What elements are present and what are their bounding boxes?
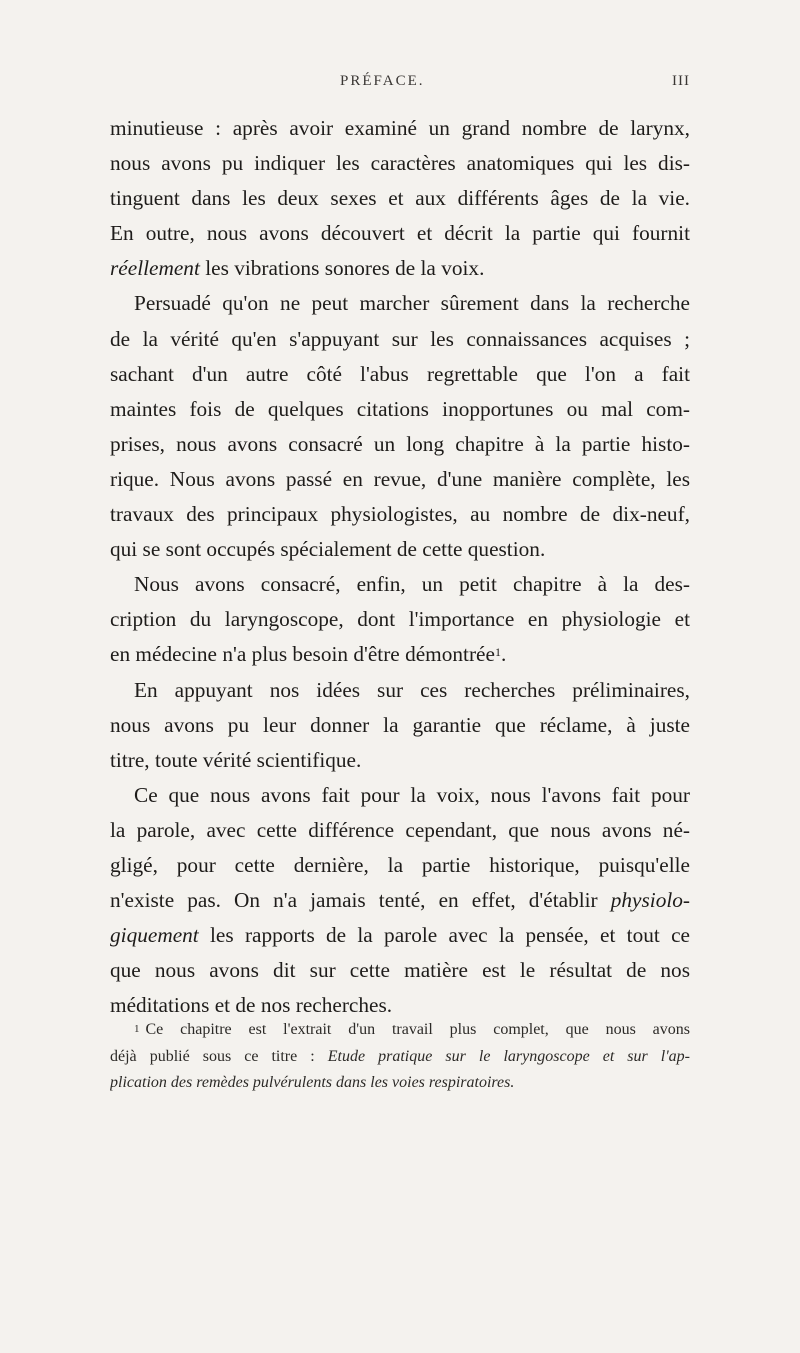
footnote-text: Ce chapitre est l'extrait d'un travail plus complet, que nous avons xyxy=(145,1021,690,1038)
body-text xyxy=(110,111,690,1023)
text-run: les vibrations sonores de la voix. xyxy=(199,256,485,281)
text-line: de la vérité qu'en s'appuyant sur les connaissances acquises ; xyxy=(110,326,690,351)
text-line xyxy=(110,918,690,953)
footnote-line xyxy=(110,1070,690,1097)
text-line: cription du laryngoscope, dont l'importance en physiologie et xyxy=(110,607,690,632)
footnote-title: Etude pratique sur le laryngoscope et sur l'ap- xyxy=(327,1047,690,1065)
text-line: que nous avons dit sur cette matière est le résultat de nos xyxy=(110,958,690,983)
page-number: III xyxy=(672,73,690,89)
text-run: n'existe pas. On n'a jamais tenté, en effet, d'établir xyxy=(110,888,611,913)
text-line: minutieuse : après avoir examiné un grand nombre de larynx, xyxy=(110,116,690,140)
text-line xyxy=(110,637,690,672)
text-run: les rapports de la parole avec la pensée, et tout ce xyxy=(198,923,690,948)
paragraph xyxy=(110,286,690,567)
text-line: prises, nous avons consacré un long chapitre à la partie histo- xyxy=(110,431,690,456)
running-head xyxy=(0,73,800,93)
text-line: travaux des principaux physiologistes, au nombre de dix-neuf, xyxy=(110,502,690,527)
text-line: méditations et de nos recherches. xyxy=(110,993,393,1018)
emphasis: giquement xyxy=(110,923,199,948)
text-line: nous avons pu indiquer les caractères anatomiques qui les dis- xyxy=(110,151,690,176)
text-line xyxy=(110,251,690,286)
running-title: PRÉFACE. xyxy=(340,73,425,89)
footnote-reference: 1 xyxy=(494,645,501,660)
text-line: rique. Nous avons passé en revue, d'une manière complète, les xyxy=(110,466,690,491)
text-line: En outre, nous avons découvert et décrit la partie qui fournit xyxy=(110,221,690,246)
footnote-line xyxy=(110,1017,690,1044)
text-line: la parole, avec cette différence cependant, que nous avons né- xyxy=(110,817,690,842)
text-line: En appuyant nos idées sur ces recherches préliminaires, xyxy=(134,677,690,702)
text-line: qui se sont occupés spécialement de cette question. xyxy=(110,537,546,562)
footnote-text: déjà publié sous ce titre : xyxy=(110,1047,328,1065)
footnote xyxy=(110,1017,690,1097)
footnote-mark: 1 xyxy=(134,1023,140,1035)
text-line: nous avons pu leur donner la garantie que réclame, à juste xyxy=(110,712,690,737)
text-run: en médecine n'a plus besoin d'être démontrée xyxy=(110,642,495,667)
footnote-title: plication des remèdes pulvérulents dans les voies respiratoires. xyxy=(110,1074,515,1091)
paragraph xyxy=(110,673,690,778)
text-run: . xyxy=(500,642,507,667)
text-line: sachant d'un autre côté l'abus regrettable que l'on a fait xyxy=(110,361,690,386)
paragraph xyxy=(110,778,690,1024)
text-line: titre, toute vérité scientifique. xyxy=(110,747,362,772)
text-line: Ce que nous avons fait pour la voix, nous l'avons fait pour xyxy=(134,782,690,807)
paragraph xyxy=(110,567,690,672)
paragraph xyxy=(110,111,690,286)
footnote-line xyxy=(110,1044,690,1071)
text-line: tinguent dans les deux sexes et aux différents âges de la vie. xyxy=(110,186,690,211)
text-line: Nous avons consacré, enfin, un petit chapitre à la des- xyxy=(134,572,690,597)
text-line: Persuadé qu'on ne peut marcher sûrement dans la recherche xyxy=(134,291,690,316)
text-line xyxy=(110,883,690,918)
text-line: gligé, pour cette dernière, la partie historique, puisqu'elle xyxy=(110,852,690,877)
emphasis: réellement xyxy=(110,256,200,281)
emphasis: physiolo- xyxy=(610,888,690,913)
text-line: maintes fois de quelques citations inopportunes ou mal com- xyxy=(110,396,690,421)
